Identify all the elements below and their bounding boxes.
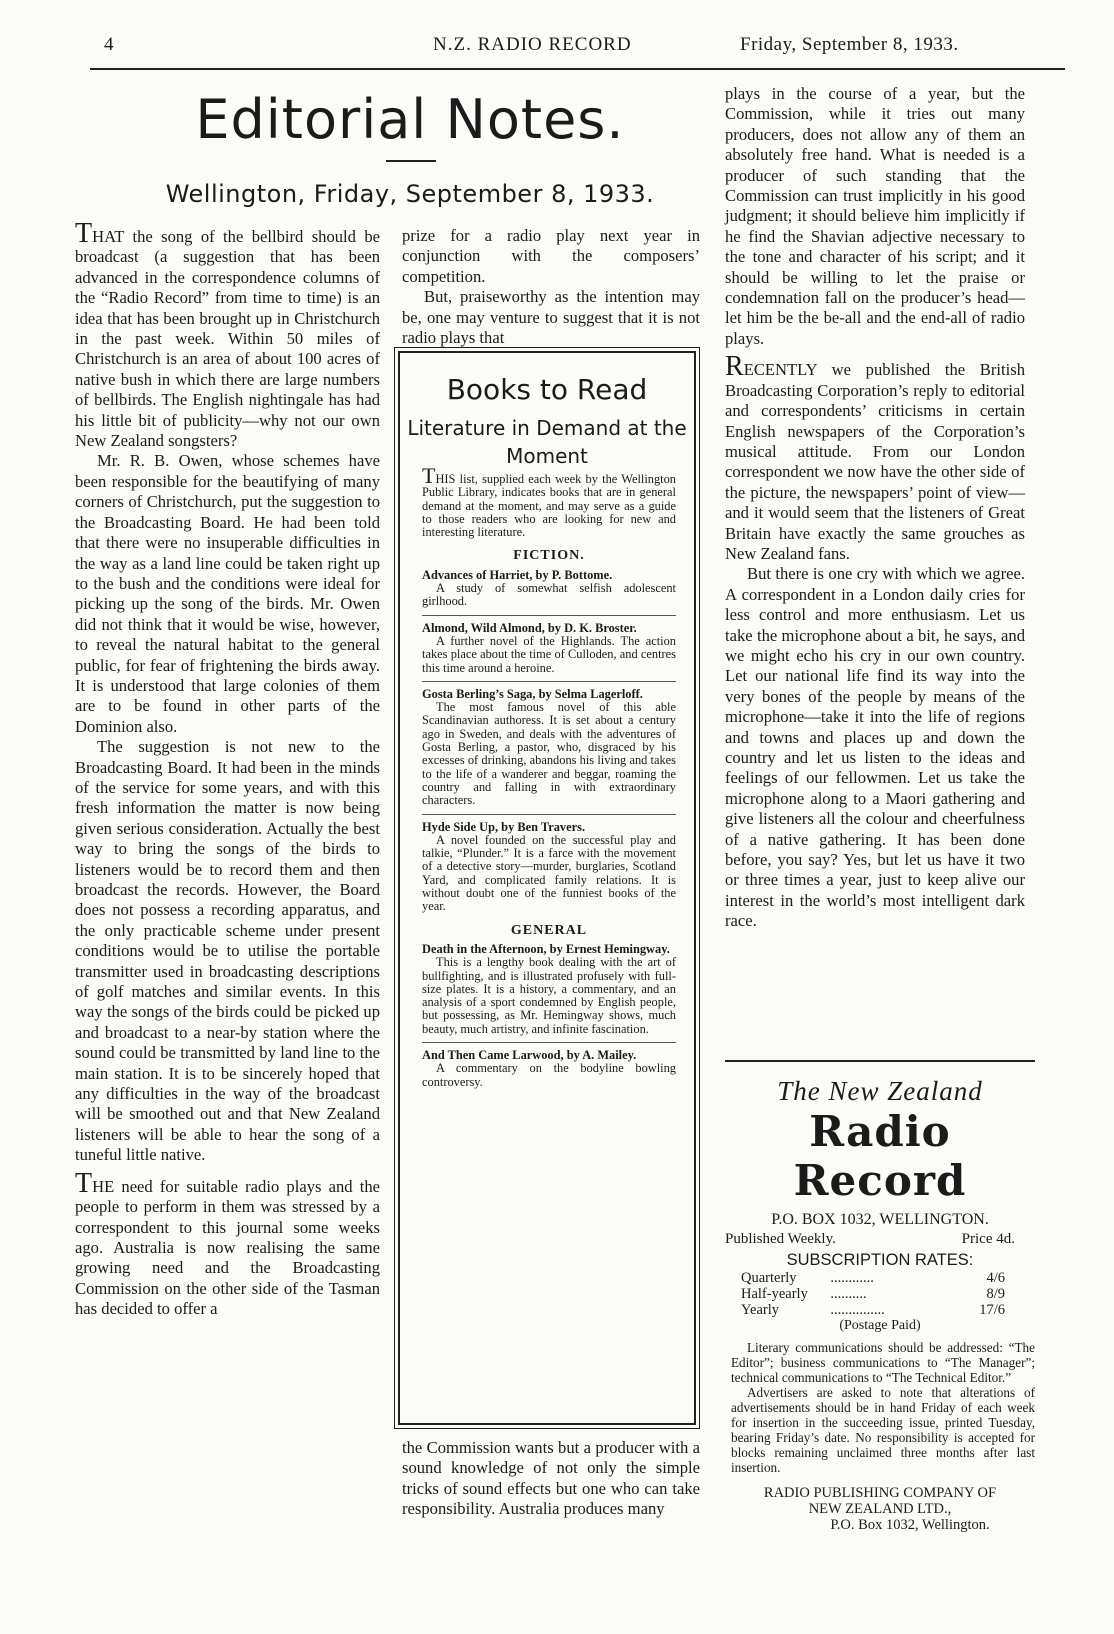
book-divider <box>422 615 676 616</box>
books-intro: THIS list, supplied each week by the Wellington Public Library, indicates books that are in general demand at the moment, and may serve as a guide to those readers who are looking for new and interesting literature. <box>422 463 676 540</box>
book-divider <box>422 814 676 815</box>
subscription-box <box>725 1060 1035 1533</box>
book-title: Almond, Wild Almond, by D. K. Broster. <box>422 620 637 635</box>
note-advertisers: Advertisers are asked to note that alterations of advertisements should be in hand Friday of each week for insertion in the succeeding issue, printed Tuesday, bearing Friday’s date. No responsibility is accepted for blocks remaining unclaimed three months after last insertion. <box>731 1385 1035 1475</box>
rate-leader: ............... <box>830 1302 885 1318</box>
drop-cap: T <box>75 1167 93 1199</box>
rate-row <box>725 1302 1035 1318</box>
general-heading: GENERAL <box>510 922 588 938</box>
rates-heading: SUBSCRIPTION RATES: <box>786 1251 974 1269</box>
publisher-line: NEW ZEALAND LTD., <box>808 1501 952 1517</box>
note-communications: Literary communications should be addressed: “The Editor”; business communications to “The Manager”; technical communications to “The Technical Editor.” <box>731 1340 1035 1385</box>
paragraph-commission: the Commission wants but a producer with a sound knowledge of not only the simple tricks of sound effects but one who can take responsibility. Australia produces many <box>402 1438 700 1519</box>
publication-name: N.Z. RADIO RECORD <box>433 34 632 55</box>
paragraph-prize: prize for a radio play next year in conjunction with the composers’ competition. <box>402 226 700 286</box>
book-description: A commentary on the bodyline bowling controversy. <box>422 1061 676 1089</box>
paragraph-bbc: RECENTLY we published the British Broadcasting Corporation’s reply to editorial and correspondents’ criticisms in certain English newspapers of the Corporation’s musical attitude. From our London correspondent we now have the other side of the picture, the newspapers’ point of view—and it would seem that the listeners of Great Britain have exactly the same grouches as New Zealand fans. <box>725 351 1025 563</box>
book-title: And Then Came Larwood, by A. Mailey. <box>422 1047 637 1062</box>
po-box: P.O. BOX 1032, WELLINGTON. <box>771 1211 989 1228</box>
paragraph-radio-plays: THE need for suitable radio plays and the people to perform in them was stressed by a correspondent to this journal some weeks ago. Australia is now realising the same growing need and the Broadcasting Commission on the other side of the Tasman has decided to offer a <box>75 1167 380 1319</box>
book-description: A further novel of the Highlands. The action takes place about the time of Culloden, and centres this time around a heroine. <box>422 633 676 675</box>
books-to-read-box <box>398 351 696 1425</box>
books-subtitle: Literature in Demand at the Moment <box>407 416 687 468</box>
publication-info <box>725 1231 1035 1249</box>
rate-period: Yearly <box>741 1302 779 1318</box>
published-frequency: Published Weekly. <box>725 1231 836 1247</box>
book-title: Advances of Harriet, by P. Bottome. <box>422 567 613 582</box>
page-number: 4 <box>104 34 114 55</box>
book-description: This is a lengthy book dealing with the art of bullfighting, and is illustrated profusely with full-size plates. It is a history, a commentary, and an analysis of a sport condemned by English people, but possessing, as Mr. Hemingway shows, much beauty, much artistry, and infinite fascination. <box>422 955 676 1036</box>
rate-leader: ............ <box>830 1270 874 1286</box>
rate-amount: 4/6 <box>986 1270 1005 1286</box>
issue-date: Friday, September 8, 1933. <box>740 34 959 55</box>
editorial-column-1 <box>75 218 380 1320</box>
paragraph-plays: plays in the course of a year, but the Commission, while it tries out many producers, does not allow any of them an absolutely free hand. What is needed is a producer of such standing that the Commission can trust implicitly in his good judgment; it should believe him implicitly if he find the Shavian adjective necessary to the tone and character of his script; and it should be willing to let the praise or condemnation fall on the producer’s head—let him be the be-all and the end-all of radio plays. <box>725 84 1025 348</box>
editorial-column-2-top <box>402 226 700 348</box>
price: Price 4d. <box>961 1231 1015 1247</box>
book-title: Gosta Berling’s Saga, by Selma Lagerloff. <box>422 686 643 701</box>
rate-period: Quarterly <box>741 1270 797 1286</box>
drop-cap: T <box>422 463 436 488</box>
masthead-intro: The New Zealand <box>777 1076 983 1106</box>
book-description: A study of somewhat selfish adolescent girlhood. <box>422 581 676 609</box>
paragraph-microphone: But there is one cry with which we agree. A correspondent in a London daily cries for less control and more enthusiasm. Let us take the microphone about a bit, he says, and we might echo his cry in our own country. Let our national life find its way into the very bones of the people by means of the microphone—take it into the life of regions and towns and places up and down the country and let us listen to the ideas and feelings of our fellowmen. Let us take the microphone along to a Maori gathering and give listeners all the colour and cheerfulness of a native gathering. It has been done before, you say? Yes, but let us have it two or three times a year, just to keep alive our interest in the world’s most intelligent dark race. <box>725 564 1025 931</box>
fiction-heading: FICTION. <box>513 548 585 564</box>
book-divider <box>422 681 676 682</box>
book-description: A novel founded on the successful play and talkie, “Plunder.” It is a farce with the movement of a detective story—murder, burglaries, Scotland Yard, and complicated family relations. It is without doubt one of the funniest books of the year. <box>422 832 676 914</box>
rate-amount: 17/6 <box>979 1302 1005 1318</box>
book-title: Death in the Afternoon, by Ernest Hemingway. <box>422 941 670 956</box>
publisher-line: RADIO PUBLISHING COMPANY OF <box>763 1485 997 1501</box>
book-description: The most famous novel of this able Scandinavian authoress. It is set about a century ago in Sweden, and deals with the adventures of Gosta Berling, a pastor, who, disgraced by his excesses of drinking, abandons his living and takes to the life of a wanderer and beggar, roaming the country and falling in with extraordinary characters. <box>422 700 676 808</box>
editorial-column-2-bottom <box>402 1438 700 1520</box>
rate-row <box>725 1270 1035 1286</box>
postage-note: (Postage Paid) <box>839 1318 921 1333</box>
drop-cap: R <box>725 351 744 383</box>
communications-notes <box>725 1340 1035 1475</box>
rate-period: Half-yearly <box>741 1286 808 1302</box>
page-header <box>100 34 1060 60</box>
header-rule <box>90 68 1065 70</box>
title-divider <box>386 160 436 162</box>
publisher-address <box>725 1485 1035 1533</box>
editorial-dateline: Wellington, Friday, September 8, 1933. <box>165 180 655 208</box>
rate-leader: .......... <box>830 1286 867 1302</box>
book-divider <box>422 1042 676 1043</box>
paragraph-praiseworthy: But, praiseworthy as the intention may be, one may venture to suggest that it is not radio plays that <box>402 287 700 348</box>
masthead-title: Radio Record <box>793 1107 967 1205</box>
books-title: Books to Read <box>446 373 648 406</box>
paragraph-bellbird: THAT the song of the bellbird should be broadcast (a suggestion that has been advanced in the correspondence columns of the “Radio Record” from time to time) is an idea that has been brought up in Christchurch in the past week. Within 50 miles of Christchurch is an area of about 100 acres of native bush in which there are large numbers of bellbirds. The English nightingale has had his little bit of publicity—why not our own New Zealand songsters? <box>75 218 380 451</box>
rates-table <box>725 1270 1035 1318</box>
paragraph-suggestion: The suggestion is not new to the Broadcasting Board. It had been in the minds of the service for some years, and with this fresh information the matter is now being given serious consideration. Actually the best way to bring the songs of the birds to listeners would be to record them and then broadcast the records. However, the Board does not possess a recording apparatus, and the only practicable scheme under present conditions would be to utilise the portable transmitter used in broadcasting descriptions of golf matches and similar events. In this way the songs of the birds could be picked up and broadcast to a near-by station where the sound could be transmitted by land line to the main station. It is to be sincerely hoped that any difficulties in the way of the broadcast will be smoothed out and that New Zealand listeners will be able to hear the song of a tuneful little native. <box>75 737 380 1165</box>
book-title: Hyde Side Up, by Ben Travers. <box>422 819 586 834</box>
rate-row <box>725 1286 1035 1302</box>
editorial-column-3 <box>725 84 1025 932</box>
editorial-title: Editorial Notes. <box>195 88 625 151</box>
rate-amount: 8/9 <box>986 1286 1005 1302</box>
drop-cap: T <box>75 218 93 249</box>
paragraph-owen: Mr. R. B. Owen, whose schemes have been responsible for the beautifying of many corners of Christchurch, put the suggestion to the Broadcasting Board. He had been told that there were no insuperable difficulties in the way as a land line could be taken right up to the bush and the conditions were ideal for picking up the song of the birds. Mr. Owen did not think that it would be wise, however, to reveal the natural habitat to the general public, for fear of frightening the birds away. It is understood that large colonies of them are to be found in other parts of the Dominion also. <box>75 451 380 736</box>
publisher-line: P.O. Box 1032, Wellington. <box>830 1517 990 1533</box>
